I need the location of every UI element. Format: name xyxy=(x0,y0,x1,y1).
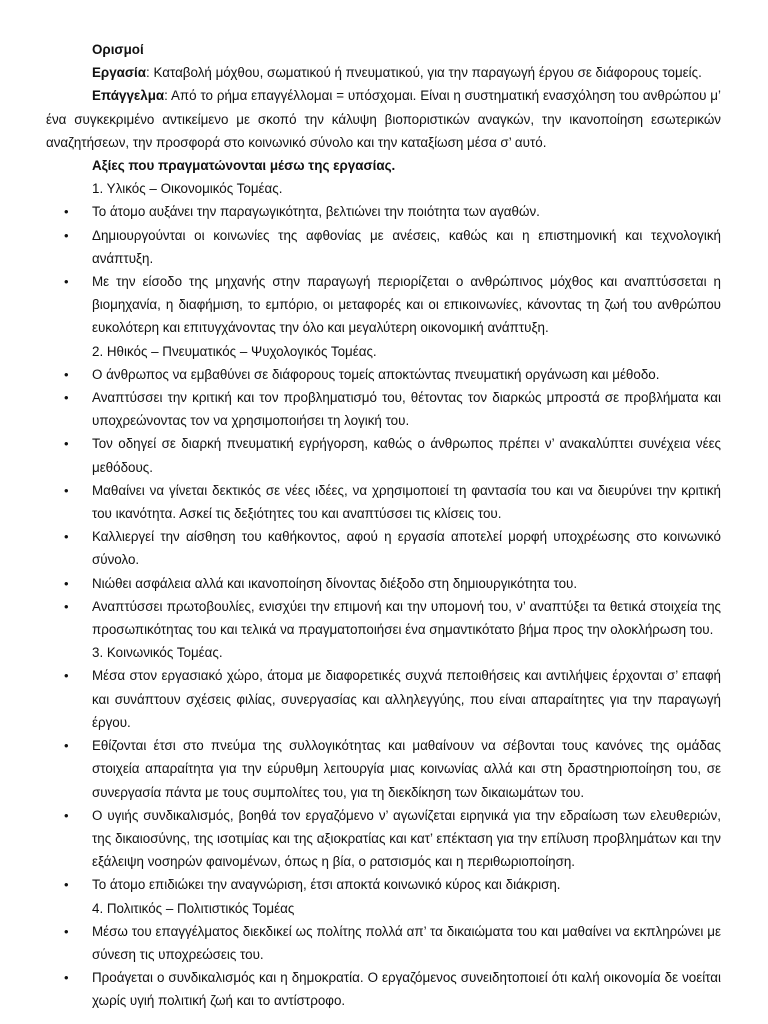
values-heading: Αξίες που πραγματώνονται μέσω της εργασίας. xyxy=(92,158,396,174)
bullet-icon: • xyxy=(64,807,69,823)
list-item xyxy=(46,432,721,478)
bullet-icon: • xyxy=(64,970,69,986)
definition-text: : Από το ρήμα επαγγέλλομαι = υπόσχομαι. Είναι η συστηματική ενασχόληση του ανθρώπου μ’ ένα συγκεκριμένο αντικείμενο με σκοπό την κάλυψη βιοποριστικών αναγκών, την ικανοποίηση εσωτερικών αναζητήσεων, την προσφορά στο κοινωνικό σύνολο και την καταξίωση μέσα σ’ αυτό. xyxy=(46,88,721,150)
section-title: 4. Πολιτικός – Πολιτιστικός Τομέας xyxy=(92,900,295,916)
sections-container xyxy=(46,177,721,1012)
list-item-text: Το άτομο αυξάνει την παραγωγικότητα, βελτιώνει την ποιότητα των αγαθών. xyxy=(92,204,540,220)
list-item xyxy=(46,270,721,340)
list-item-text: Τον οδηγεί σε διαρκή πνευματική εγρήγορση, καθώς ο άνθρωπος πρέπει ν’ ανακαλύπτει συνέχεια νέες μεθόδους. xyxy=(92,436,721,475)
definition-term: Επάγγελμα xyxy=(92,88,165,104)
list-item xyxy=(46,224,721,270)
bullet-icon: • xyxy=(64,668,69,684)
bullet-icon: • xyxy=(64,598,69,614)
list-item-text: Αναπτύσσει πρωτοβουλίες, ενισχύει την επιμονή και την υπομονή του, ν’ αναπτύξει τα θετικά στοιχεία της προσωπικότητας του και τελικά να πραγματοποιήσει ένα σημαντικότατο βήμα προς την ολοκλήρωση του. xyxy=(92,598,721,638)
definition-ergasia xyxy=(46,61,721,84)
list-item xyxy=(46,386,721,432)
bullet-icon: • xyxy=(64,227,69,243)
list-item xyxy=(46,804,721,874)
list-item-text: Καλλιεργεί την αίσθηση του καθήκοντος, αφού η εργασία αποτελεί μορφή υποχρέωσης στο κοινωνικό σύνολο. xyxy=(92,529,721,568)
definition-epaggelma xyxy=(46,84,721,154)
list-item-text: Δημιουργούνται οι κοινωνίες της αφθονίας με ανέσεις, καθώς και η επιστημονική και τεχνολογική ανάπτυξη. xyxy=(92,227,721,266)
bullet-icon: • xyxy=(64,529,69,545)
list-item-text: Το άτομο επιδιώκει την αναγνώριση, έτσι αποκτά κοινωνικό κύρος και διάκριση. xyxy=(92,877,561,893)
section-title: 1. Υλικός – Οικονομικός Τομέας. xyxy=(92,181,283,197)
bullet-icon: • xyxy=(64,575,69,591)
bullet-icon: • xyxy=(64,204,69,220)
bullet-list xyxy=(46,920,721,1013)
bullet-icon: • xyxy=(64,366,69,382)
bullet-icon: • xyxy=(64,877,69,893)
list-item-text: Μαθαίνει να γίνεται δεκτικός σε νέες ιδέες, να χρησιμοποιεί τη φαντασία του και να διευρύνει την κριτική του ικανότητα. Ασκεί τις δεξιότητες του και αναπτύσσει τις κλίσεις του. xyxy=(92,482,721,522)
list-item xyxy=(46,200,721,223)
definition-term: Εργασία xyxy=(92,65,147,81)
list-item-text: Προάγεται ο συνδικαλισμός και η δημοκρατία. Ο εργαζόμενος συνειδητοποιεί ότι καλή οικονομία δε νοείται χωρίς υγιή πολιτική ζωή και το αντίστροφο. xyxy=(92,970,721,1009)
list-item-text: Ο υγιής συνδικαλισμός, βοηθά τον εργαζόμενο ν’ αγωνίζεται ειρηνικά για την εδραίωση των ελευθεριών, της δικαιοσύνης, της ισοτιμίας και της αξιοκρατίας και κατ’ επέκταση για την επίλυση προβλημάτων και την εξάλειψη νοσηρών φαινομένων, όπως η βία, ο ρατσισμός και η περιθωριοποίηση. xyxy=(92,807,721,870)
bullet-list xyxy=(46,200,721,339)
list-item xyxy=(46,664,721,734)
list-item-text: Εθίζονται έτσι στο πνεύμα της συλλογικότητας και μαθαίνουν να σέβονται τους κανόνες της ομάδας στοιχεία απαραίτητα για την εύρυθμη λειτουργία μιας κοινωνίας αλλά και στη δραστηριοποίηση του, σε συνεργασία πάντα με τους συμπολίτες του, για τη διεκδίκηση των δικαιωμάτων του. xyxy=(92,738,721,800)
list-item-text: Με την είσοδο της μηχανής στην παραγωγή περιορίζεται ο ανθρώπινος μόχθος και αναπτύσσεται η βιομηχανία, η διαφήμιση, το εμπόριο, οι μεταφορές και οι επικοινωνίες, κάνοντας τη ζωή του ανθρώπου ευκολότερη και επιτυγχάνοντας την όλο και μεγαλύτερη οικονομική ανάπτυξη. xyxy=(92,274,721,336)
list-item xyxy=(46,479,721,525)
section-title: 3. Κοινωνικός Τομέας. xyxy=(92,645,223,661)
list-item xyxy=(46,363,721,386)
list-item xyxy=(46,734,721,804)
list-item-text: Μέσα στον εργασιακό χώρο, άτομα με διαφορετικές συχνά πεποιθήσεις και αντιλήψεις έρχονται σ’ επαφή και συνάπτουν σχέσεις φιλίας, συνεργασίας και αλληλεγγύης, που είναι απαραίτητες για την παραγωγή έργου. xyxy=(92,668,721,730)
bullet-icon: • xyxy=(64,390,69,406)
list-item-text: Νιώθει ασφάλεια αλλά και ικανοποίηση δίνοντας διέξοδο στη δημιουργικότητα του. xyxy=(92,575,578,591)
list-item-text: Μέσω του επαγγέλματος διεκδικεί ως πολίτης πολλά απ’ τα δικαιώματα του και μαθαίνει να εκπληρώνει με σύνεση τις υποχρεώσεις του. xyxy=(92,923,721,962)
list-item xyxy=(46,525,721,571)
bullet-icon: • xyxy=(64,274,69,290)
doc-heading: Ορισμοί xyxy=(92,42,144,57)
bullet-icon: • xyxy=(64,923,69,939)
list-item xyxy=(46,595,721,641)
bullet-icon: • xyxy=(64,482,69,498)
definition-text: : Καταβολή μόχθου, σωματικού ή πνευματικού, για την παραγωγή έργου σε διάφορους τομείς. xyxy=(146,65,702,81)
bullet-icon: • xyxy=(64,436,69,452)
list-item-text: Αναπτύσσει την κριτική και τον προβληματισμό του, θέτοντας τον διαρκώς μπροστά σε προβλήματα και υποχρεώνοντας τον να χρησιμοποιήσει τη λογική του. xyxy=(92,390,721,429)
bullet-list xyxy=(46,363,721,641)
list-item-text: Ο άνθρωπος να εμβαθύνει σε διάφορους τομείς αποκτώντας πνευματική οργάνωση και μέθοδο. xyxy=(92,366,660,382)
list-item xyxy=(46,572,721,595)
list-item xyxy=(46,920,721,966)
section-title: 2. Ηθικός – Πνευματικός – Ψυχολογικός Τομέας. xyxy=(92,343,377,359)
bullet-icon: • xyxy=(64,738,69,754)
list-item xyxy=(46,966,721,1012)
list-item xyxy=(46,873,721,896)
bullet-list xyxy=(46,664,721,896)
